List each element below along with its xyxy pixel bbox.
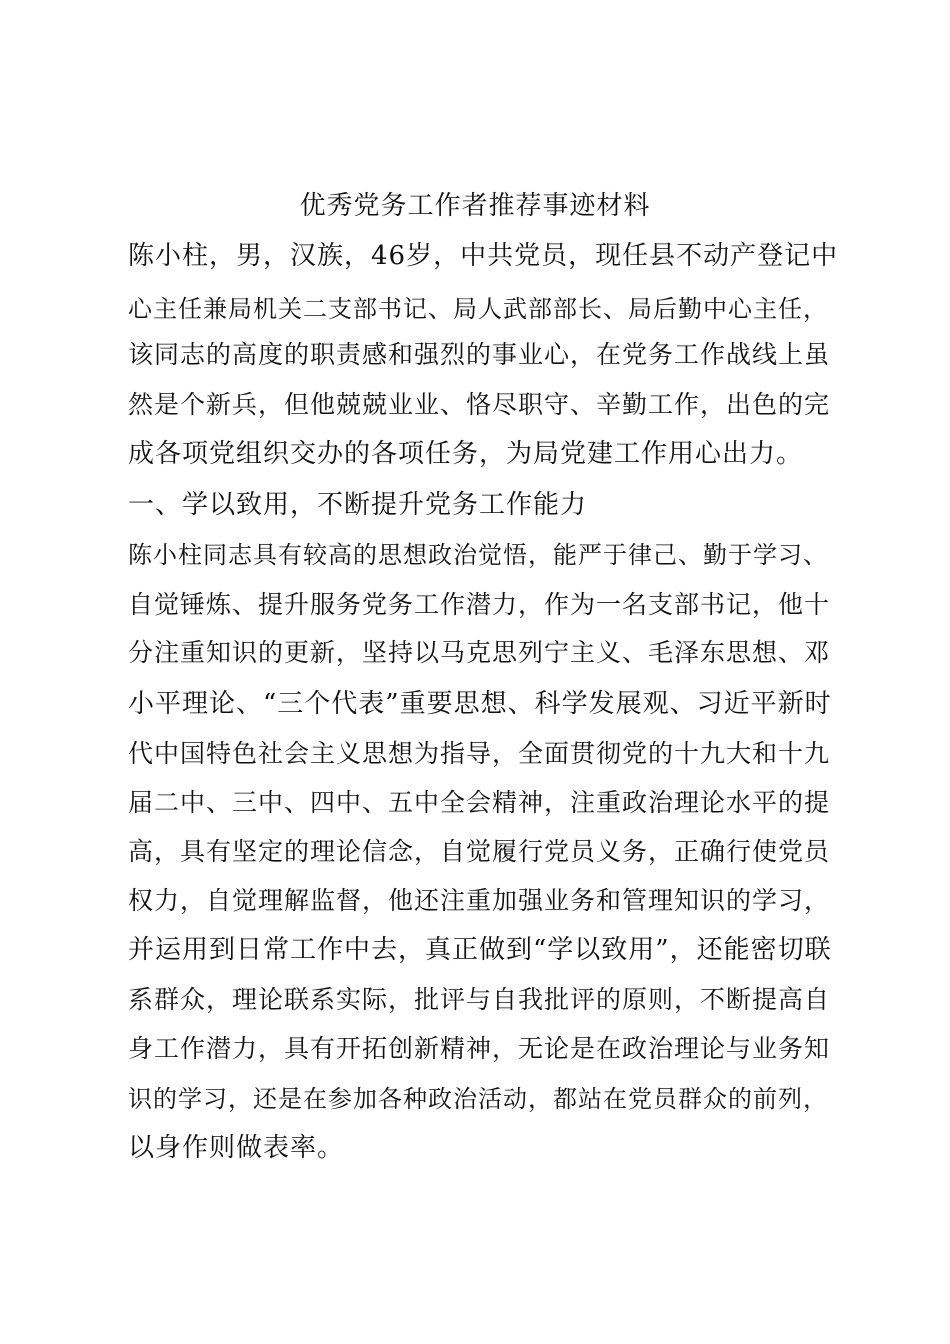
body-line-17: 身工作潜力，具有开拓创新精神，无论是在政治理论与业务知 [128, 1034, 831, 1063]
body-line-4: 然是个新兵，但他兢兢业业、恪尽职守、辛勤工作，出色的完 [128, 390, 831, 419]
body-line-11: 代中国特色社会主义思想为指导，全面贯彻党的十九大和十九 [128, 739, 831, 768]
body-line-14: 权力，自觉理解监督，他还注重加强业务和管理知识的学习， [128, 886, 831, 915]
section-heading: 一、学以致用，不断提升党务工作能力 [128, 490, 588, 520]
body-line-3: 该同志的高度的职责感和强烈的事业心，在党务工作战线上虽 [128, 340, 831, 369]
body-line-5: 成各项党组织交办的各项任务，为局党建工作用心出力。 [128, 439, 804, 469]
body-line-7: 陈小柱同志具有较高的思想政治觉悟，能严于律己、勤于学习、 [128, 541, 828, 569]
body-line-1: 陈小柱，男，汉族，46岁，中共党员，现任县不动产登记中 [128, 241, 839, 271]
body-line-9: 分注重知识的更新，坚持以马克思列宁主义、毛泽东思想、邓 [128, 638, 831, 667]
body-line-10: 小平理论、“三个代表”重要思想、科学发展观、习近平新时 [128, 689, 832, 719]
body-line-8: 自觉锤炼、提升服务党务工作潜力，作为一名支部书记，他十 [128, 590, 831, 619]
body-line-15: 并运用到日常工作中去，真正做到“学以致用”，还能密切联 [128, 935, 832, 965]
body-line-18: 识的学习，还是在参加各种政治活动，都站在党员群众的前列， [128, 1085, 828, 1113]
document-title: 优秀党务工作者推荐事迹材料 [299, 191, 651, 221]
body-line-2: 心主任兼局机关二支部书记、局人武部部长、局后勤中心主任， [128, 295, 828, 323]
body-line-13: 高，具有坚定的理论信念，自觉履行党员义务，正确行使党员 [128, 837, 831, 866]
body-line-16: 系群众，理论联系实际，批评与自我批评的原则，不断提高自 [128, 985, 831, 1014]
body-line-12: 届二中、三中、四中、五中全会精神，注重政治理论水平的提 [128, 788, 831, 817]
body-line-19: 以身作则做表率。 [128, 1133, 345, 1163]
